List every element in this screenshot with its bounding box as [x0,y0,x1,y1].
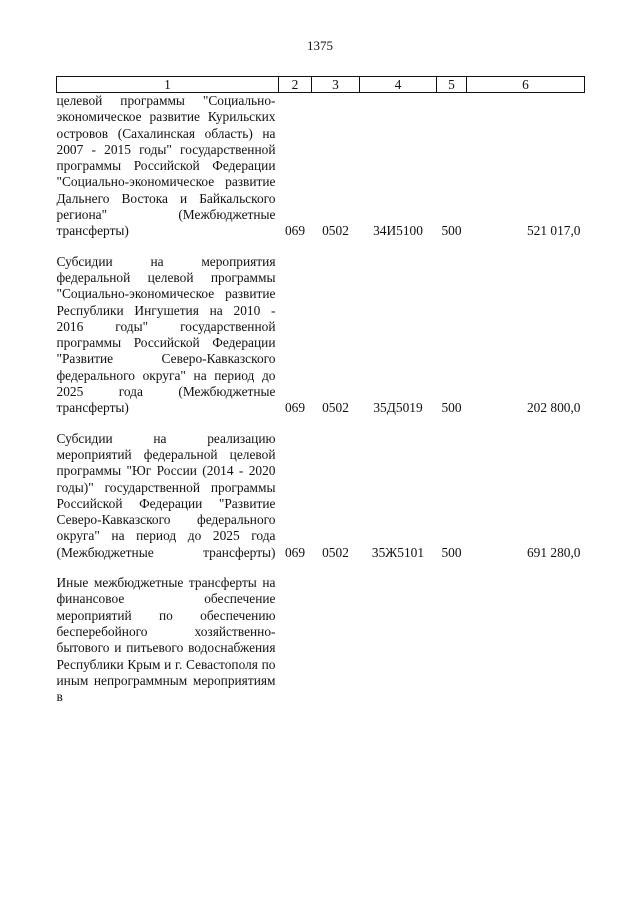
row-target-code: 35Д5019 [373,400,423,416]
row-amount: 691 280,0 [526,544,581,560]
row-ministry-code: 069 [284,223,306,239]
row-name: целевой программы "Социально-экономическое развитие Курильских островов (Сахалинская область) на 2007 - 2015 годы" государственной программы Российской Федерации "Социально-экономическое развитие Дальнего Востока и Байкальского региона" (Межбюджетные трансферты) [56,93,276,239]
row-section-code: 0502 [322,223,349,239]
header-row [57,77,585,93]
row-section-code: 0502 [322,544,349,560]
budget-table [56,76,585,705]
table-row [57,93,585,240]
header-col-3: 3 [312,77,360,93]
page-number: 1375 [307,38,333,53]
row-expense-type: 500 [441,223,462,239]
table-header [57,77,585,93]
header-col-5: 5 [437,77,467,93]
row-name: Субсидии на мероприятия федеральной целевой программы "Социально-экономическое развитие Республики Ингушетия на 2010 - 2016 годы" государственной программы Российской Федерации "Развитие Северо-Кавказского федерального округа" на период до 2025 года (Межбюджетные трансферты) [56,253,276,416]
row-ministry-code: 069 [284,544,306,560]
row-section-code [312,561,360,705]
table-body [57,93,585,706]
table-row [57,240,585,417]
row-amount: 202 800,0 [526,400,581,416]
row-target-code: 35Ж5101 [371,544,425,560]
row-name: Иные межбюджетные трансферты на финансовое обеспечение мероприятий по обеспечению бесперебойного хозяйственно-бытового и питьевого водоснабжения Республики Крым и г. Севастополя по иным непрограммным мероприятиям в [56,575,276,705]
row-section-code: 0502 [322,400,349,416]
row-amount: 521 017,0 [526,223,581,239]
table-row [57,561,585,705]
row-name: Субсидии на реализацию мероприятий федеральной целевой программы "Юг России (2014 - 2020 годы)" государственной программы Российской Федерации "Развитие Северо-Кавказского федерального округа" на период до 2025 года (Межбюджетные трансферты) [56,430,276,560]
row-amount [467,561,585,705]
header-col-6: 6 [467,77,585,93]
row-target-code [360,561,437,705]
row-ministry-code: 069 [284,400,306,416]
row-ministry-code [279,561,312,705]
row-target-code: 34И5100 [373,223,423,239]
row-expense-type: 500 [441,544,462,560]
table-row [57,417,585,561]
header-col-2: 2 [279,77,312,93]
header-col-1: 1 [57,77,279,93]
row-expense-type: 500 [441,400,462,416]
header-col-4: 4 [360,77,437,93]
row-expense-type [437,561,467,705]
